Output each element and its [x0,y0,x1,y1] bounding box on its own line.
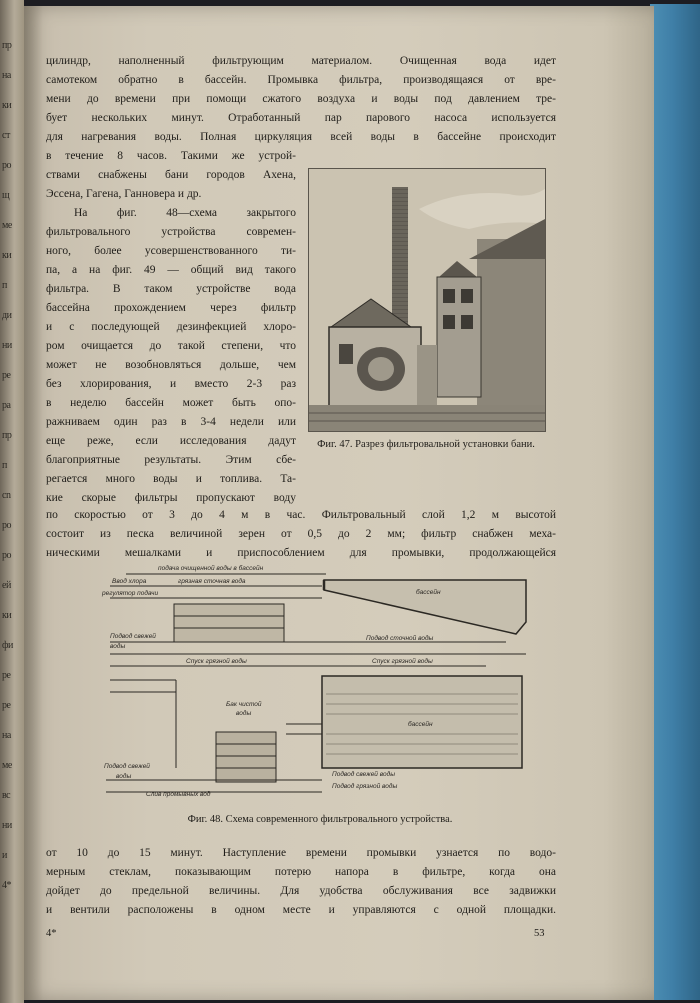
diagram-label: Ввод хлора [112,578,147,585]
left-page-text-fragment: ей [2,580,11,591]
fig48-caption: Фиг. 48. Схема современного фильтровального устройства. [187,814,453,825]
diagram-label: воды [116,773,132,780]
left-page-text-fragment: ни [2,340,12,351]
diagram-label: грязная сточная вода [178,578,246,585]
left-page-text-fragment: ме [2,220,12,231]
text-line: па, а на фиг. 49 — общий вид такого [46,264,296,276]
text-line: фильтровального устройства современ- [46,226,296,238]
left-page-text-fragment: ре [2,700,11,711]
text-line: для нагревания воды. Полная циркуляция всей воды в бассейне происходит [46,131,556,143]
left-page-text-fragment: ди [2,310,12,321]
text-line: самотеком обратно в бассейн. Промывка фильтра, производящаяся от вре- [46,74,556,86]
left-page-text-fragment: на [2,730,11,741]
text-line: кие скорые фильтры пропускают воду [46,492,296,504]
text-line: от 10 до 15 минут. Наступление времени промывки узнается по водо- [46,847,556,859]
text-line: мерным стеклам, показывающим потерю напора в фильтре, когда она [46,866,556,878]
left-page-text-fragment: cn [2,490,11,501]
text-line: в течение 8 часов. Такими же устрой- [46,150,296,162]
text-line: ром очищается до такой степени, что [46,340,296,352]
left-page-text-fragment: ки [2,250,12,261]
text-line: Эссена, Гагена, Ганновера и др. [46,188,202,200]
left-page-text-fragment: ки [2,100,12,111]
diagram-label: Подвод свежей [104,763,150,770]
left-page-text-fragment: и [2,850,7,861]
text-line: благоприятные результаты. Этим сбе- [46,454,296,466]
text-line: фильтра. В таком устройстве вода [46,283,296,295]
left-page-text-fragment: ки [2,610,12,621]
text-line: ствами снабжены бани городов Ахена, [46,169,296,181]
text-line: может не возобновляться дольше, чем [46,359,296,371]
text-line: бассейна прохождением через фильтр [46,302,296,314]
left-page-text-fragment: фи [2,640,13,651]
diagram-label: Подвод сточной воды [366,635,434,642]
text-line: мени до времени при помощи сжатого воздуха и воды под давлением тре- [46,93,556,105]
diagram-label: бассейн [416,589,441,596]
left-page-text-fragment: ст [2,130,10,141]
book-cover-edge [650,4,700,1000]
left-page-text-fragment: ро [2,550,11,561]
diagram-label: подача очищенной воды в бассейн [158,565,264,572]
text-line: ражниваем один раз в 3-4 недели или [46,416,296,428]
text-line: в неделю бассейн может быть опо- [46,397,296,409]
left-page-edge [0,0,24,1003]
left-page-text-fragment: ни [2,820,12,831]
text-line: дойдет до предельной величины. Для удобства обслуживания все задвижки [46,885,556,897]
fig48-diagram [86,554,554,804]
text-line: и вентили расположены в одном месте и управляются с одной площадки. [46,904,556,916]
left-page-text-fragment: ро [2,160,11,171]
text-line: бует нескольких минут. Отработанный пар парового насоса используется [46,112,556,124]
diagram-label: Подвод свежей воды [332,771,395,778]
text-line: цилиндр, наполненный фильтрующим материалом. Очищенная вода идет [46,55,556,67]
diagram-label: регулятор подачи [102,590,159,597]
fig47-illustration [308,168,546,432]
page-number: 53 [534,928,545,939]
text-line: ническими мешалками и приспособлением для промывки, продолжающейся [46,547,556,559]
diagram-label: Спуск грязной воды [372,658,433,665]
left-page-text-fragment: ме [2,760,12,771]
fig47-caption: Фиг. 47. Разрез фильтровальной установки бани. [317,439,535,450]
left-page-text-fragment: п [2,280,7,291]
diagram-label: бассейн [408,721,433,728]
diagram-label: Слив промывных вод [146,791,211,798]
book-page [24,6,654,1000]
diagram-label: Подвод грязной воды [332,783,398,790]
left-page-text-fragment: 4* [2,880,11,891]
signature-mark: 4* [46,928,57,939]
diagram-label: Бак чистой [226,701,262,708]
left-page-text-fragment: пр [2,430,12,441]
left-page-text-fragment: п [2,460,7,471]
text-line: по скоростью от 3 до 4 м в час. Фильтровальный слой 1,2 м высотой [46,509,556,521]
text-line: На фиг. 48—схема закрытого [74,207,296,219]
text-line: ного, более усовершенствованного ти- [46,245,296,257]
diagram-label: воды [236,710,252,717]
left-page-text-fragment: pe [2,370,11,381]
diagram-label: Подвод свежей [110,633,156,640]
left-page-text-fragment: pe [2,670,11,681]
left-page-text-fragment: ро [2,520,11,531]
text-line: регается много воды и топлива. Та- [46,473,296,485]
text-line: состоит из песка величиной зерен от 0,5 до 2 мм; фильтр снабжен меха- [46,528,556,540]
diagram-label: воды [110,643,126,650]
text-line: без хлорирования, и вместо 2-3 раз [46,378,296,390]
diagram-label: Спуск грязной воды [186,658,247,665]
text-line: и с последующей дезинфекцией хлоро- [46,321,296,333]
left-page-text-fragment: вс [2,790,11,801]
left-page-text-fragment: щ [2,190,10,201]
left-page-text-fragment: на [2,70,11,81]
text-line: еще реже, если исследования дадут [46,435,296,447]
left-page-text-fragment: pa [2,400,11,411]
left-page-text-fragment: пр [2,40,12,51]
